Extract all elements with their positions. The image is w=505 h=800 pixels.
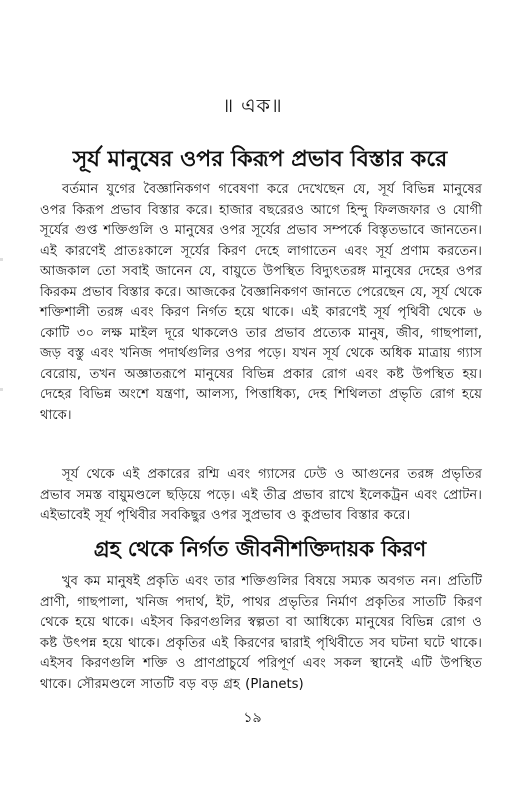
page-number: ১৯ — [243, 710, 262, 726]
binding-edge-mark — [0, 388, 3, 391]
section-heading-planet-rays: গ্রহ থেকে নির্গত জীবনীশক্তিদায়ক কিরণ — [93, 537, 427, 561]
binding-edge-mark — [0, 258, 3, 261]
body-paragraph-2: সূর্য থেকে এই প্রকারের রশ্মি এবং গ্যাসের ঢেউ ও আগুনের তরঙ্গ প্রভৃতির প্রভাব সমস্ত বায়ুমণ্ডলে ছড়িয়ে পড়ে। এই তীব্র প্রভাব রাখে ইলেকট্রন এবং প্রোটন। এইভাবেই সূর্য পৃথিবীর সবকিছুর ওপর সুপ্রভাব ও কুপ্রভাব বিস্তার করে। — [40, 467, 482, 523]
body-paragraph-3: খুব কম মানুষই প্রকৃতি এবং তার শক্তিগুলির বিষয়ে সম্যক অবগত নন। প্রতিটি প্রাণী, গাছপালা, খনিজ পদার্থ, ইট, পাথর প্রভৃতির নির্মাণ প্রকৃতির সাতটি কিরণ থেকে হয়ে থাকে। এইসব কিরণগুলির স্বল্পতা বা আধিক্যে মানুষের বিভিন্ন রোগ ও কষ্ট উৎপন্ন হয়ে থাকে। প্রকৃতির এই কিরণের দ্বারাই পৃথিবীতে সব ঘটনা ঘটে থাকে। এইসব কিরণগুলি শক্তি ও প্রাণপ্রাচুর্যে পরিপূর্ণ এবং সকল স্থানেই এটি উপস্থিত থাকে। সৌরমণ্ডলে সাতটি বড় বড় গ্রহ (Planets) — [40, 574, 482, 692]
section-heading-sun-influence: সূর্য মানুষের ওপর কিরূপ প্রভাব বিস্তার করে — [72, 147, 448, 172]
chapter-marker: ॥ এক॥ — [222, 95, 283, 117]
body-paragraph-1: বর্তমান যুগের বৈজ্ঞানিকগণ গবেষণা করে দেখেছেন যে, সূর্য বিভিন্ন মানুষের ওপর কিরূপ প্রভাব বিস্তার করে। হাজার বছরেরও আগে হিন্দু ফিলজফার ও যোগী সূর্যের গুপ্ত শক্তিগুলি ও মানুষের ওপর সূর্যের প্রভাব সম্পর্কে বিস্তৃতভাবে জানতেন। এই কারণেই প্রাতঃকালে সূর্যের কিরণ দেহে লাগাতেন এবং সূর্য প্রণাম করতেন। আজকাল তো সবাই জানেন যে, বায়ুতে উপস্থিত বিদ্যুৎতরঙ্গ মানুষের দেহের ওপর কিরকম প্রভাব বিস্তার করে। আজকের বৈজ্ঞানিকগণ জানতে পেরেছেন যে, সূর্য থেকে শক্তিশালী তরঙ্গ এবং কিরণ নির্গত হয়ে থাকে। এই কারণেই সূর্য পৃথিবী থেকে ৬ কোটি ৩০ লক্ষ মাইল দূরে থাকলেও তার প্রভাব প্রত্যেক মানুষ, জীব, গাছপালা, জড় বস্তু এবং খনিজ পদার্থগুলির ওপর পড়ে। যখন সূর্য থেকে অধিক মাত্রায় গ্যাস বেরোয়, তখন অজ্ঞাতরূপে মানুষের বিভিন্ন প্রকার রোগ এবং কষ্ট উপস্থিত হয়। দেহের বিভিন্ন অংশে যন্ত্রণা, আলস্য, পিত্তাধিক্য, দেহ শিথিলতা প্রভৃতি রোগ হয়ে থাকে। — [40, 182, 482, 423]
